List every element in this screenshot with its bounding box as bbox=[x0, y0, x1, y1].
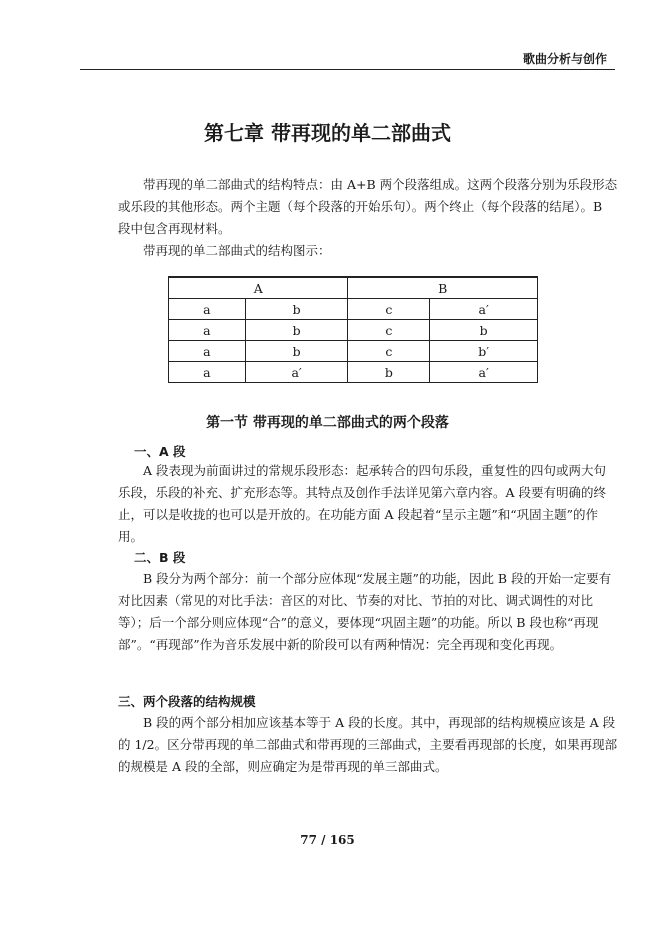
page-number: 77 / 165 bbox=[300, 833, 355, 847]
paragraph-b: B 段分为两个部分：前一个部分应体现“发展主题”的功能，因此 B 段的开始一定要有对比因素（常见的对比手法：音区的对比、节奏的对比、节拍的对比、调式调性的对比等）；后一个部分则应体现“合”的意义，要体现“巩固主题”的功能。所以 B 段也称“再现部”。“再现部”作为音乐发展中新的阶段可以有两种情况：完全再现和变化再现。 bbox=[118, 571, 612, 652]
subsection-heading-c: 三、两个段落的结构规模 bbox=[118, 694, 256, 709]
table-cell: b bbox=[348, 362, 430, 383]
table-cell: c bbox=[348, 320, 430, 341]
section-title: 第一节 带再现的单二部曲式的两个段落 bbox=[206, 415, 449, 431]
chapter-title: 第七章 带再现的单二部曲式 bbox=[204, 121, 451, 145]
table-cell: a′ bbox=[245, 362, 348, 383]
header-rule bbox=[80, 69, 615, 70]
subsection-heading-a: 一、A 段 bbox=[134, 444, 186, 459]
paragraph-c: B 段的两个部分相加应该基本等于 A 段的长度。其中，再现部的结构规模应该是 A 段的 1/2。区分带再现的单二部曲式和带再现的三部曲式，主要看再现部的长度，如果再现部的规模是 A 段的全部，则应确定为是带再现的单三部曲式。 bbox=[118, 715, 618, 774]
table-cell: a bbox=[169, 299, 246, 320]
table-cell: a′ bbox=[430, 299, 538, 320]
table-row bbox=[169, 320, 538, 341]
table-cell: b bbox=[245, 320, 348, 341]
table-cell: a′ bbox=[430, 362, 538, 383]
table-header-row bbox=[169, 277, 538, 299]
table-cell: a bbox=[169, 362, 246, 383]
table-cell: a bbox=[169, 341, 246, 362]
table-cell: b bbox=[430, 320, 538, 341]
table-cell: b bbox=[245, 299, 348, 320]
table-row bbox=[169, 299, 538, 320]
intro-paragraph: 带再现的单二部曲式的结构特点：由 A+B 两个段落组成。这两个段落分别为乐段形态或乐段的其他形态。两个主题（每个段落的开始乐句）。两个终止（每个段落的结尾）。B 段中包含再现材料。 bbox=[118, 177, 618, 236]
subsection-heading-b: 二、B 段 bbox=[134, 550, 186, 565]
table-header-a: A bbox=[169, 277, 348, 299]
diagram-caption: 带再现的单二部曲式的结构图示： bbox=[143, 243, 331, 258]
table-row bbox=[169, 362, 538, 383]
structure-table bbox=[168, 276, 538, 383]
table-cell: b′ bbox=[430, 341, 538, 362]
paragraph-a: A 段表现为前面讲过的常规乐段形态：起承转合的四句乐段，重复性的四句或两大句乐段，乐段的补充、扩充形态等。其特点及创作手法详见第六章内容。A 段要有明确的终止，可以是收拢的也可以是开放的。在功能方面 A 段起着“呈示主题”和“巩固主题”的作用。 bbox=[118, 463, 607, 544]
table-cell: c bbox=[348, 299, 430, 320]
table-row bbox=[169, 341, 538, 362]
running-title: 歌曲分析与创作 bbox=[522, 52, 607, 66]
table-header-b: B bbox=[348, 277, 538, 299]
table-cell: a bbox=[169, 320, 246, 341]
table-cell: b bbox=[245, 341, 348, 362]
table-cell: c bbox=[348, 341, 430, 362]
